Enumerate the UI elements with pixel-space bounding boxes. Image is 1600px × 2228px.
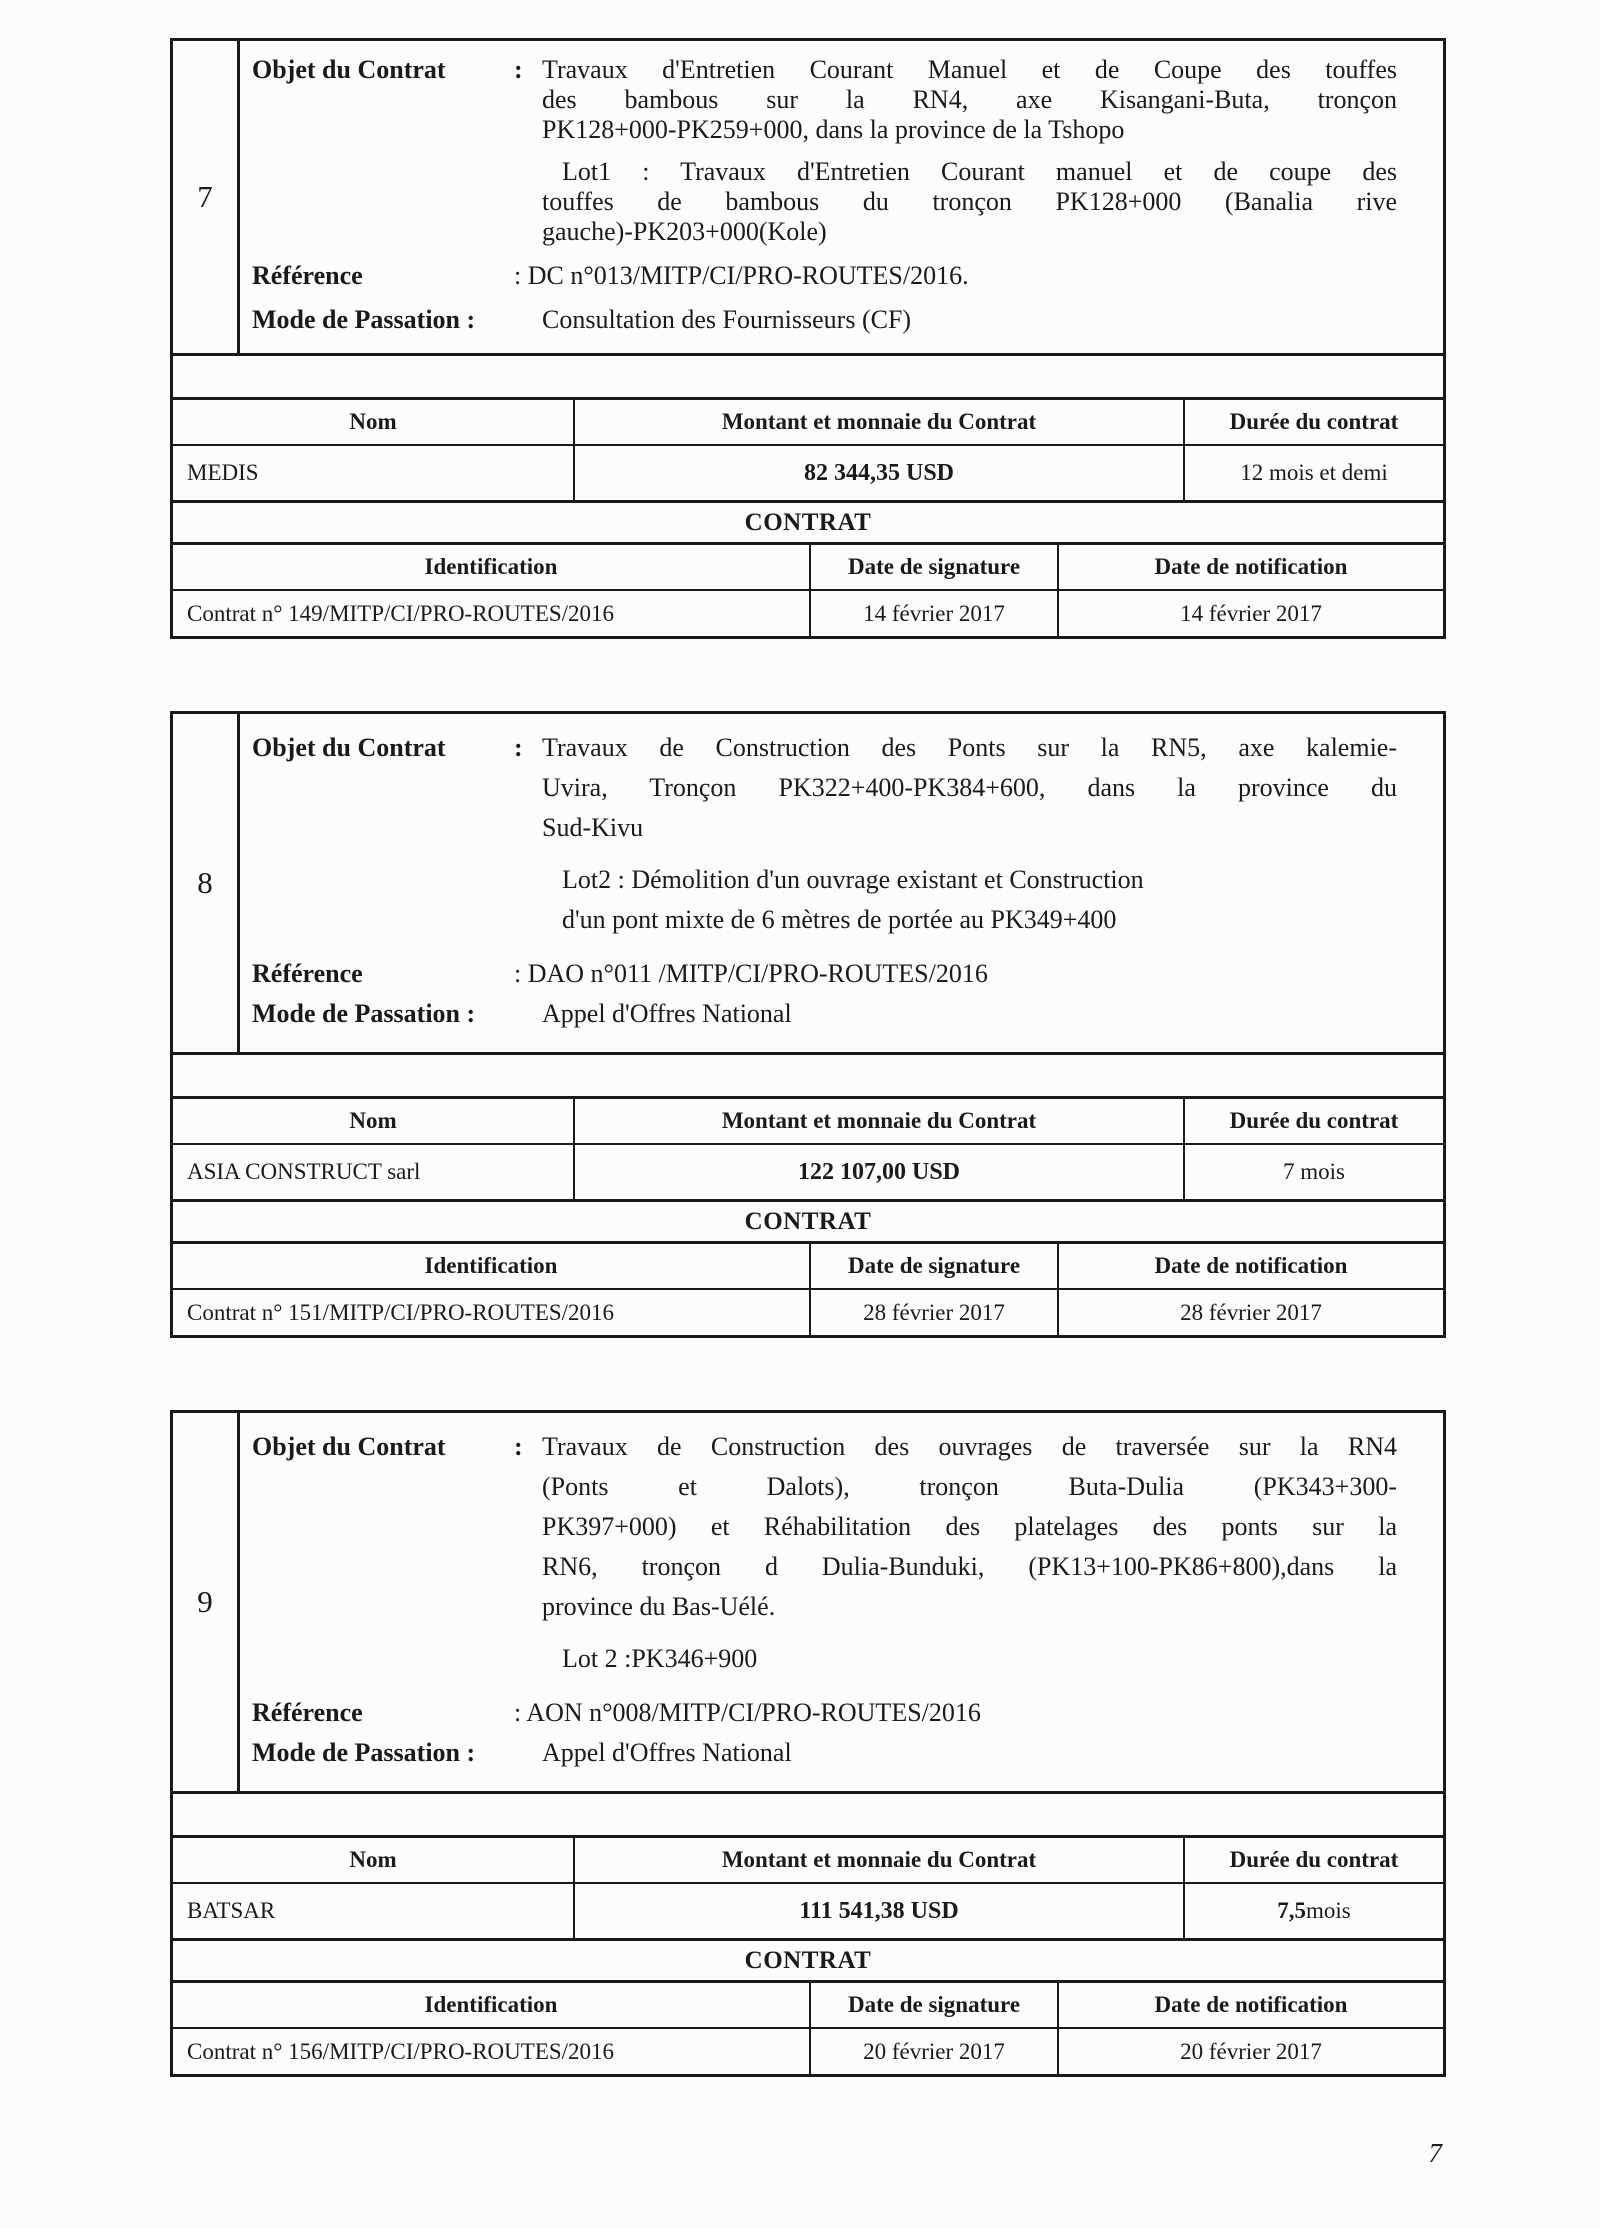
identification-header: Identification — [424, 1992, 558, 2017]
reference-row — [252, 954, 1397, 994]
mode-label: Mode de Passation : — [252, 999, 476, 1028]
reference-label: Référence — [252, 959, 363, 988]
montant-header: Montant et monnaie du Contrat — [573, 1838, 1183, 1882]
contrat-band: CONTRAT — [170, 1202, 1446, 1244]
reference-value: : DC n°013/MITP/CI/PRO-ROUTES/2016. — [514, 261, 969, 290]
duree-text: 12 mois et demi — [1240, 460, 1388, 485]
contrat-table — [170, 1980, 1446, 2077]
objet-label: Objet du Contrat — [252, 733, 446, 762]
mode-row — [252, 994, 1397, 1034]
attributaire-table — [170, 397, 1446, 503]
montant-header: Montant et monnaie du Contrat — [573, 1099, 1183, 1143]
notification-header: Date de notification — [1057, 545, 1443, 589]
notification-header: Date de notification — [1057, 1244, 1443, 1288]
reference-value: : DAO n°011 /MITP/CI/PRO-ROUTES/2016 — [514, 959, 988, 988]
identification-value: Contrat n° 151/MITP/CI/PRO-ROUTES/2016 — [173, 1288, 809, 1335]
objet-line: Sud-Kivu — [542, 813, 644, 842]
objet-label: Objet du Contrat — [252, 1432, 446, 1461]
mode-value: Appel d'Offres National — [542, 999, 792, 1028]
notification-value: 20 février 2017 — [1057, 2027, 1443, 2074]
object-content — [240, 1413, 1443, 1791]
signature-value: 14 février 2017 — [809, 589, 1057, 636]
lot-line: Lot1 : Travaux d'Entretien Courant manuel et de coupe des — [562, 157, 1397, 186]
signature-header: Date de signature — [809, 1244, 1057, 1288]
duree-header: Durée du contrat — [1183, 400, 1443, 444]
objet-row — [252, 1427, 1397, 1679]
montant-value: 122 107,00 USD — [573, 1143, 1183, 1199]
duree-header: Durée du contrat — [1183, 1838, 1443, 1882]
mode-row — [252, 1733, 1397, 1773]
identification-header: Identification — [424, 554, 558, 579]
lot-line: touffes de bambous du tronçon PK128+000 (Banalia rive — [542, 187, 1397, 216]
objet-line: (Ponts et Dalots), tronçon Buta-Dulia (PK343+300- — [542, 1472, 1397, 1501]
contract-block-7 — [170, 38, 1446, 639]
object-content — [240, 714, 1443, 1052]
mode-value: Consultation des Fournisseurs (CF) — [542, 305, 912, 334]
identification-value: Contrat n° 156/MITP/CI/PRO-ROUTES/2016 — [173, 2027, 809, 2074]
objet-line: Travaux d'Entretien Courant Manuel et de Coupe des touffes — [542, 55, 1397, 84]
identification-header: Identification — [424, 1253, 558, 1278]
contrat-band: CONTRAT — [170, 1941, 1446, 1983]
duree-header: Durée du contrat — [1183, 1099, 1443, 1143]
contrat-table — [170, 1241, 1446, 1338]
objet-colon: : — [514, 55, 523, 84]
mode-value: Appel d'Offres National — [542, 1738, 792, 1767]
duree-text: 7 mois — [1283, 1159, 1345, 1184]
nom-value: ASIA CONSTRUCT sarl — [173, 1143, 573, 1199]
contract-block-8 — [170, 711, 1446, 1338]
lot-line: Lot 2 :PK346+900 — [562, 1644, 758, 1673]
objet-colon: : — [514, 733, 523, 762]
spacer-row — [170, 1794, 1446, 1838]
objet-line: PK128+000-PK259+000, dans la province de la Tshopo — [542, 115, 1125, 144]
nom-header: Nom — [349, 1108, 397, 1133]
duree-value — [1183, 444, 1443, 500]
object-table — [170, 38, 1446, 356]
contract-block-9 — [170, 1410, 1446, 2077]
spacer-row — [170, 356, 1446, 400]
montant-value: 82 344,35 USD — [573, 444, 1183, 500]
reference-label: Référence — [252, 261, 363, 290]
objet-line: RN6, tronçon d Dulia-Bunduki, (PK13+100-PK86+800),dans la — [542, 1552, 1397, 1581]
lot-line: d'un pont mixte de 6 mètres de portée au PK349+400 — [562, 905, 1117, 934]
duree-value — [1183, 1143, 1443, 1199]
nom-header: Nom — [349, 409, 397, 434]
nom-header: Nom — [349, 1847, 397, 1872]
attributaire-table — [170, 1835, 1446, 1941]
item-number: 8 — [173, 714, 240, 1052]
attributaire-table — [170, 1096, 1446, 1202]
notification-header: Date de notification — [1057, 1983, 1443, 2027]
signature-value: 20 février 2017 — [809, 2027, 1057, 2074]
reference-value: : AON n°008/MITP/CI/PRO-ROUTES/2016 — [514, 1698, 981, 1727]
objet-line: Travaux de Construction des ouvrages de traversée sur la RN4 — [542, 1432, 1397, 1461]
spacer-row — [170, 1055, 1446, 1099]
objet-colon: : — [514, 1432, 523, 1461]
montant-value: 111 541,38 USD — [573, 1882, 1183, 1938]
contrat-table — [170, 542, 1446, 639]
duree-value — [1183, 1882, 1443, 1938]
lot-text — [542, 1639, 1397, 1679]
identification-value: Contrat n° 149/MITP/CI/PRO-ROUTES/2016 — [173, 589, 809, 636]
duree-strong: 7,5 — [1277, 1898, 1306, 1923]
lot-line: Lot2 : Démolition d'un ouvrage existant et Construction — [562, 865, 1144, 894]
signature-value: 28 février 2017 — [809, 1288, 1057, 1335]
objet-label: Objet du Contrat — [252, 55, 446, 84]
document-page — [170, 38, 1446, 2149]
objet-text — [542, 1427, 1397, 1679]
notification-value: 14 février 2017 — [1057, 589, 1443, 636]
objet-line: PK397+000) et Réhabilitation des platelages des ponts sur la — [542, 1512, 1397, 1541]
objet-line: Travaux de Construction des Ponts sur la RN5, axe kalemie- — [542, 733, 1397, 762]
objet-line: des bambous sur la RN4, axe Kisangani-Buta, tronçon — [542, 85, 1397, 114]
objet-line: Uvira, Tronçon PK322+400-PK384+600, dans la province du — [542, 773, 1397, 802]
nom-value: MEDIS — [173, 444, 573, 500]
duree-text: mois — [1306, 1898, 1351, 1923]
item-number: 7 — [173, 41, 240, 353]
montant-header: Montant et monnaie du Contrat — [573, 400, 1183, 444]
object-content — [240, 41, 1443, 353]
lot-text — [542, 860, 1397, 940]
objet-row — [252, 55, 1397, 247]
objet-text — [542, 55, 1397, 247]
nom-value: BATSAR — [173, 1882, 573, 1938]
objet-line: province du Bas-Uélé. — [542, 1592, 776, 1621]
contrat-band: CONTRAT — [170, 503, 1446, 545]
signature-header: Date de signature — [809, 545, 1057, 589]
mode-row — [252, 305, 1397, 335]
item-number: 9 — [173, 1413, 240, 1791]
objet-row — [252, 728, 1397, 940]
object-table — [170, 711, 1446, 1055]
signature-header: Date de signature — [809, 1983, 1057, 2027]
lot-text — [542, 157, 1397, 247]
reference-row — [252, 261, 1397, 291]
notification-value: 28 février 2017 — [1057, 1288, 1443, 1335]
lot-line: gauche)-PK203+000(Kole) — [542, 217, 827, 246]
object-table — [170, 1410, 1446, 1794]
page-number: 7 — [1428, 2138, 1442, 2168]
reference-row — [252, 1693, 1397, 1733]
mode-label: Mode de Passation : — [252, 305, 476, 334]
objet-text — [542, 728, 1397, 940]
reference-label: Référence — [252, 1698, 363, 1727]
mode-label: Mode de Passation : — [252, 1738, 476, 1767]
